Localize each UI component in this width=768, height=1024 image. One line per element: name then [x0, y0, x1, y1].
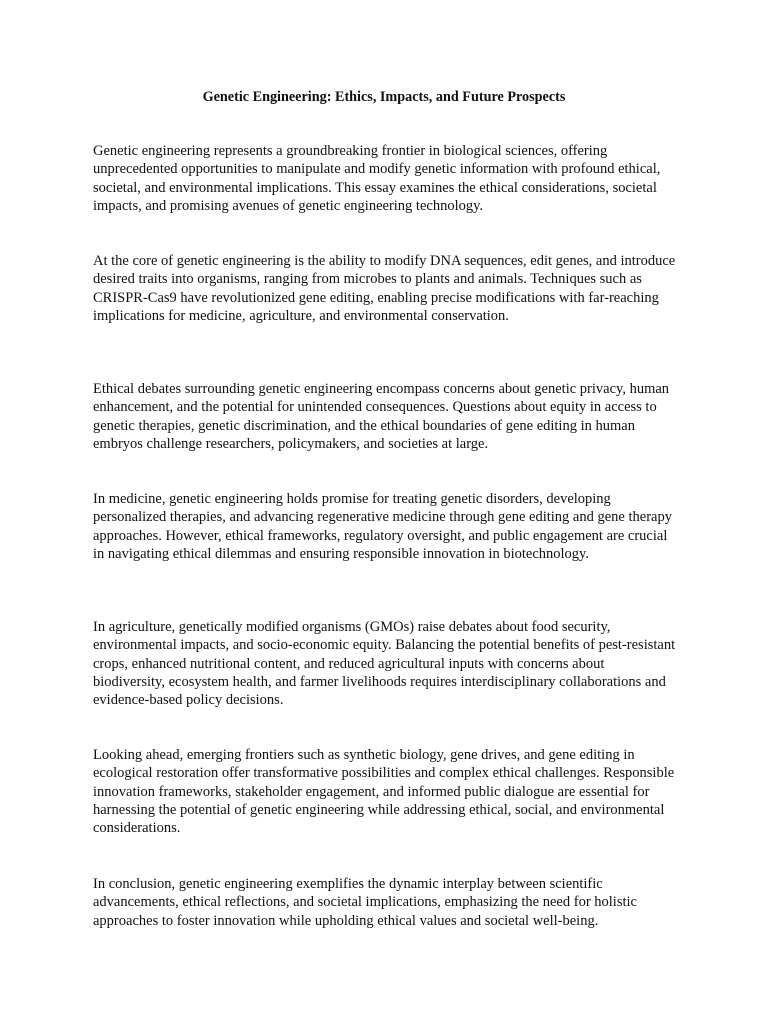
paragraph-conclusion: In conclusion, genetic engineering exemplifies the dynamic interplay between scientific advancements, ethical reflections, and societal implications, emphasizing the need for holistic approaches to foster innovation while upholding ethical values and societal well-being. — [93, 876, 637, 929]
paragraph-core-techniques: At the core of genetic engineering is the ability to modify DNA sequences, edit genes, and introduce desired traits into organisms, ranging from microbes to plants and animals. Techniques such as CRISPR-Cas9 have revolutionized gene editing, enabling precise modifications with far-reaching implications for medicine, agriculture, and environmental conservation. — [93, 253, 676, 324]
paragraph-agriculture: In agriculture, genetically modified organisms (GMOs) raise debates about food security, environmental impacts, and socio-economic equity. Balancing the potential benefits of pest-resistant crops, enhanced nutritional content, and reduced agricultural inputs with concerns about biodiversity, ecosystem health, and farmer livelihoods requires interdisciplinary collaborations and evidence-based policy decisions. — [93, 619, 676, 709]
paragraph-ethical-debates: Ethical debates surrounding genetic engineering encompass concerns about genetic privacy, human enhancement, and the potential for unintended consequences. Questions about equity in access to genetic therapies, genetic discrimination, and the ethical boundaries of gene editing in human embryos challenge researchers, policymakers, and societies at large. — [93, 381, 670, 452]
paragraph-introduction: Genetic engineering represents a groundbreaking frontier in biological sciences, offering unprecedented opportunities to manipulate and modify genetic information with profound ethical, societal, and environmental implications. This essay examines the ethical considerations, societal impacts, and promising avenues of genetic engineering technology. — [93, 143, 661, 214]
paragraph-medicine: In medicine, genetic engineering holds promise for treating genetic disorders, developing personalized therapies, and advancing regenerative medicine through gene editing and gene therapy approaches. However, ethical frameworks, regulatory oversight, and public engagement are crucial in navigating ethical dilemmas and ensuring responsible innovation in biotechnology. — [93, 491, 672, 562]
document-title: Genetic Engineering: Ethics, Impacts, and Future Prospects — [202, 89, 566, 105]
paragraph-future-frontiers: Looking ahead, emerging frontiers such as synthetic biology, gene drives, and gene editing in ecological restoration offer transformative possibilities and complex ethical challenges. Responsible innovation frameworks, stakeholder engagement, and informed public dialogue are essential for harnessing the potential of genetic engineering while addressing ethical, social, and environmental considerations. — [93, 747, 675, 837]
